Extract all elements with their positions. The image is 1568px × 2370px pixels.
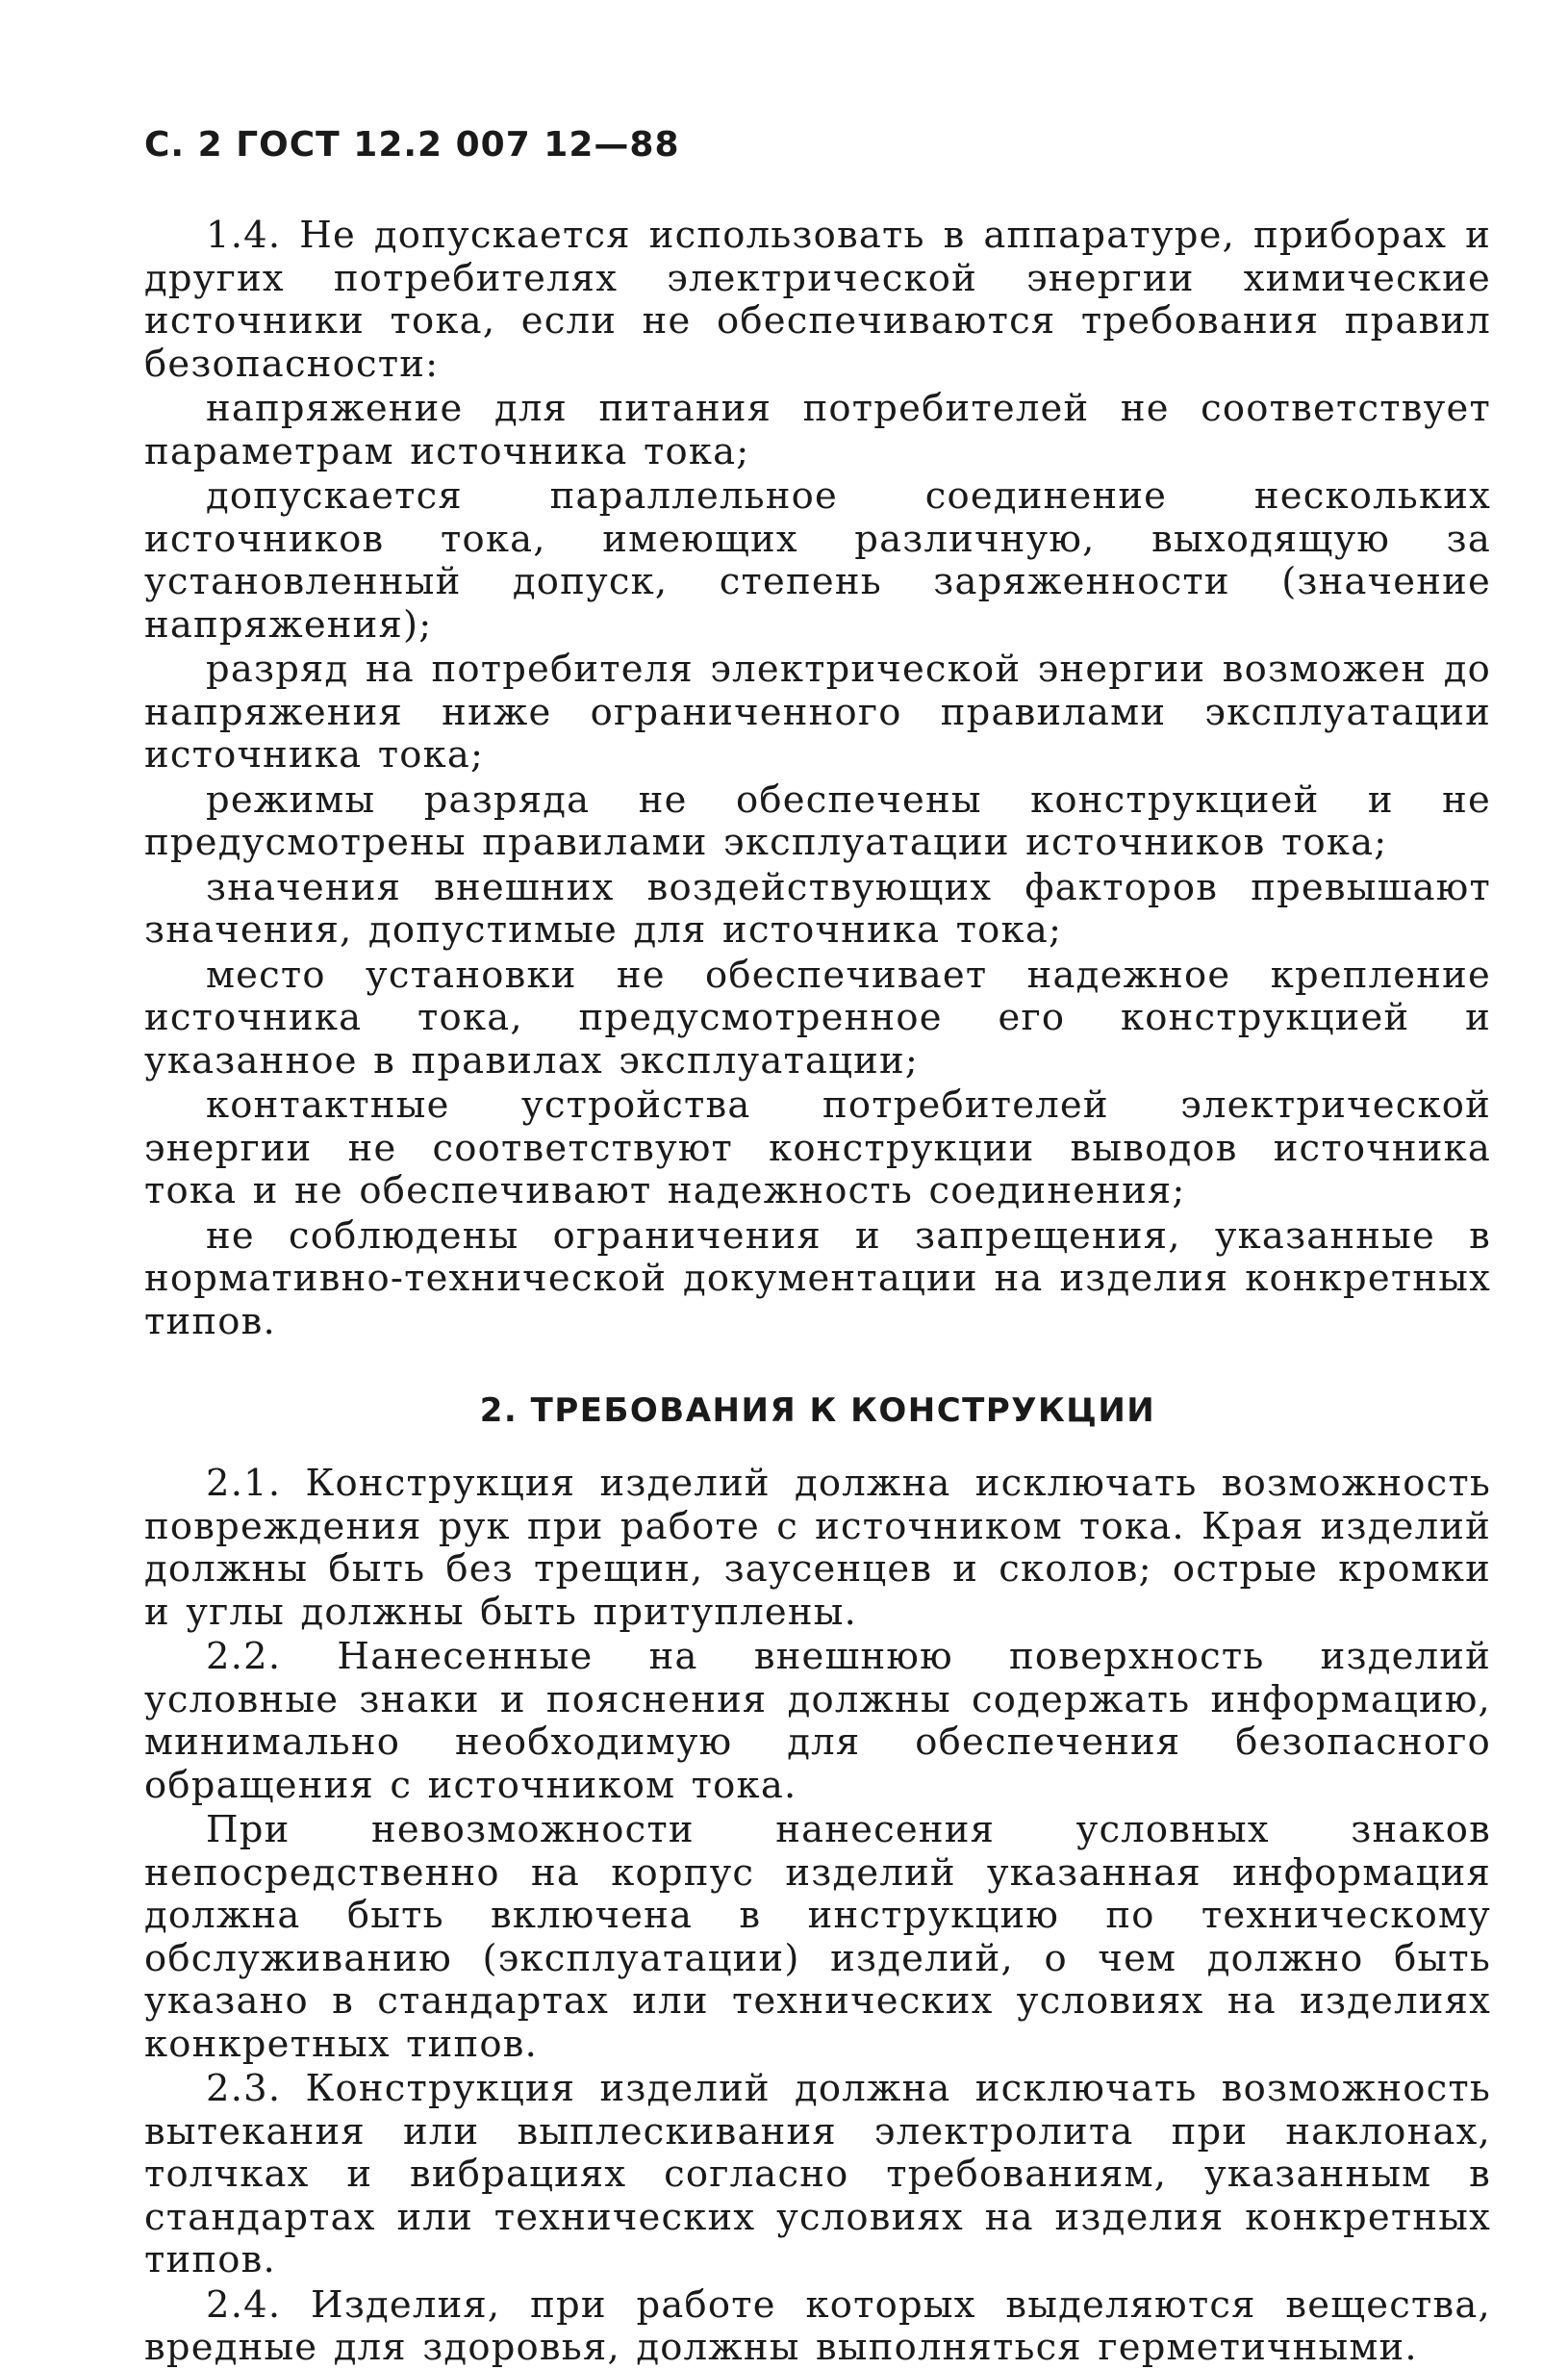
section-2-title: 2. ТРЕБОВАНИЯ К КОНСТРУКЦИИ (479, 1391, 1156, 1430)
clause-1-4: 1.4. Не допускается использовать в аппаратуре, приборах и других потребителях электрической энергии химические источники тока, если не обеспечиваются требования правил безопасности: (144, 214, 1491, 386)
section-1-body (144, 215, 1491, 1343)
list-item: место установки не обеспечивает надежное крепление источника тока, предусмотренное его конструкцией и указанное в правилах эксплуатации; (144, 953, 1491, 1083)
list-item: напряжение для питания потребителей не соответствует параметрам источника тока; (144, 387, 1491, 473)
clause-2-1: 2.1. Конструкция изделий должна исключать возможность повреждения рук при работе с источником тока. Края изделий должны быть без трещин, заусенцев и сколов; острые кромки и углы должны быть притуплены. (144, 1462, 1491, 1634)
clause-2-2: 2.2. Нанесенные на внешнюю поверхность изделий условные знаки и пояснения должны содержать информацию, минимально необходимую для обеспечения безопасного обращения с источником тока. (144, 1635, 1491, 1807)
list-item: не соблюдены ограничения и запрещения, указанные в нормативно-технической документации на изделия конкретных типов. (144, 1213, 1491, 1343)
section-2-body (144, 1463, 1491, 2370)
clause-2-4: 2.4. Изделия, при работе которых выделяются вещества, вредные для здоровья, должны выполняться герметичными. (144, 2282, 1491, 2369)
list-item: режимы разряда не обеспечены конструкцией и не предусмотрены правилами эксплуатации источников тока; (144, 777, 1491, 864)
list-item: контактные устройства потребителей электрической энергии не соответствуют конструкции выводов источника тока и не обеспечивают надежность соединения; (144, 1083, 1491, 1212)
running-head: С. 2 ГОСТ 12.2 007 12—88 (144, 125, 680, 165)
document-page (144, 125, 1491, 2370)
list-item: значения внешних воздействующих факторов превышают значения, допустимые для источника тока; (144, 865, 1491, 952)
list-item: разряд на потребителя электрической энергии возможен до напряжения ниже ограниченного правилами эксплуатации источника тока; (144, 648, 1491, 777)
clause-2-2-note: При невозможности нанесения условных знаков непосредственно на корпус изделий указанная информация должна быть включена в инструкцию по техническому обслуживанию (эксплуатации) изделий, о чем должно быть указано в стандартах или технических условиях на изделиях конкретных типов. (144, 1808, 1491, 2066)
clause-2-3: 2.3. Конструкция изделий должна исключать возможность вытекания или выплескивания электролита при наклонах, толчках и вибрациях согласно требованиям, указанным в стандартах или технических условиях на изделия конкретных типов. (144, 2067, 1491, 2281)
list-item: допускается параллельное соединение нескольких источников тока, имеющих различную, выходящую за установленный допуск, степень заряженности (значение напряжения); (144, 474, 1491, 647)
